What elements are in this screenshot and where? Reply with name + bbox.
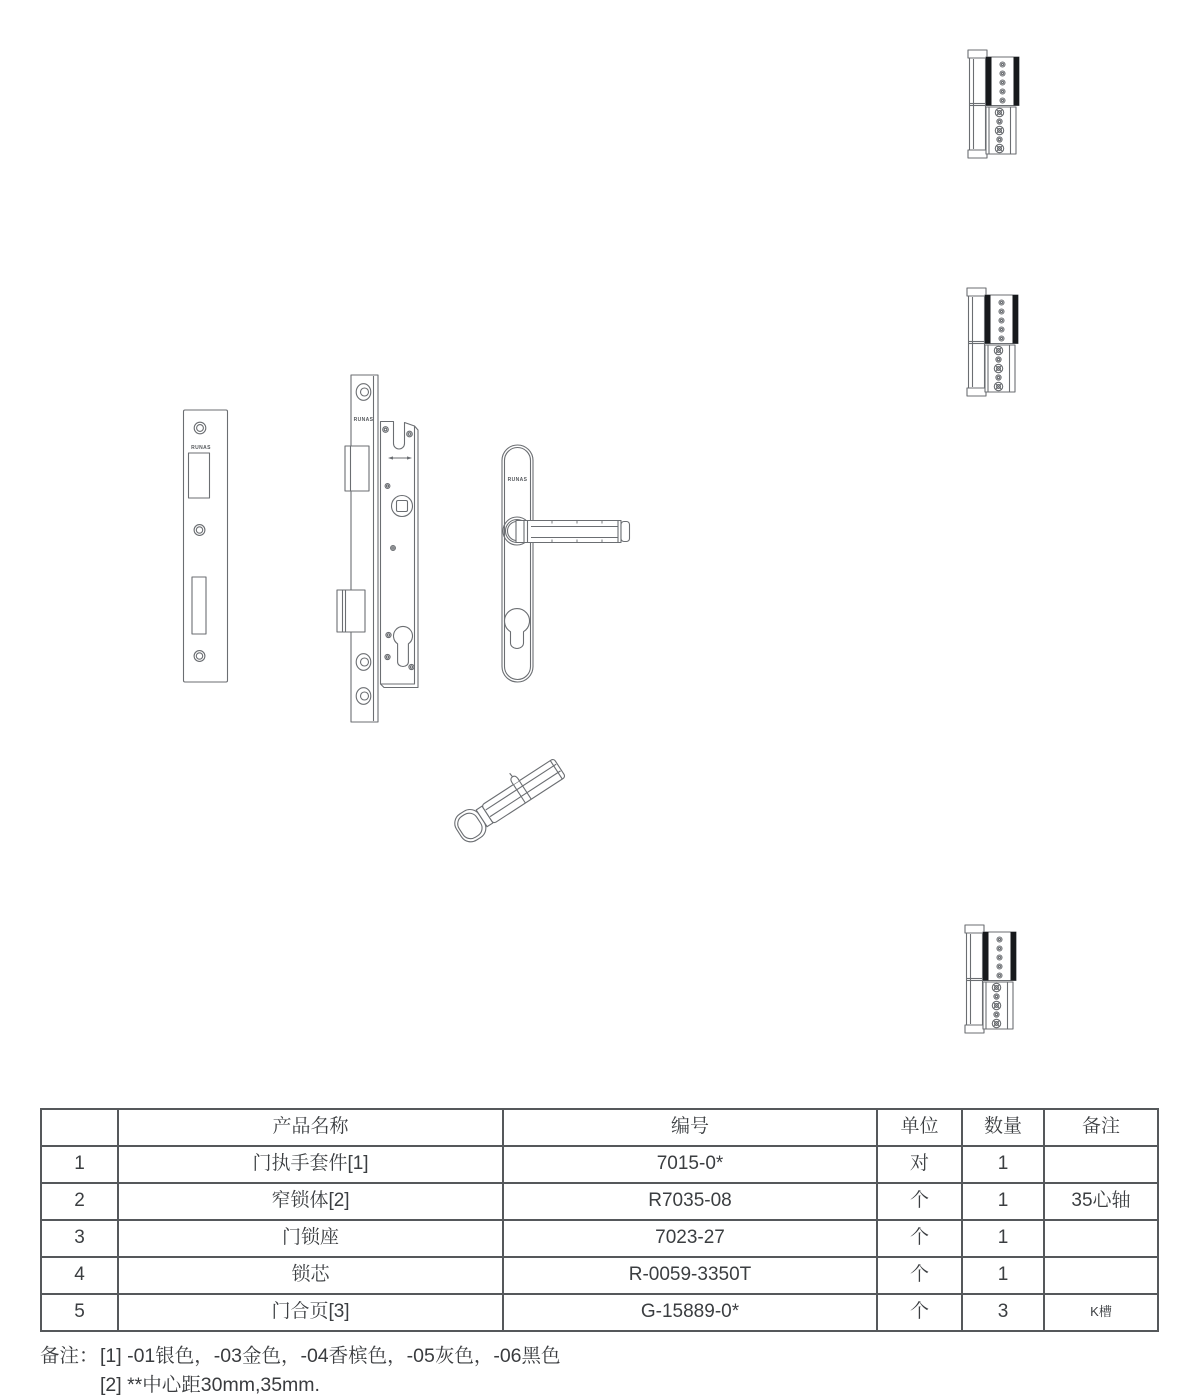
cell-quantity: 1 bbox=[962, 1146, 1044, 1183]
cell-quantity: 1 bbox=[962, 1220, 1044, 1257]
cell-unit: 个 bbox=[877, 1294, 962, 1331]
cell-index: 3 bbox=[41, 1220, 118, 1257]
table-header-row bbox=[41, 1109, 1158, 1146]
table-row bbox=[41, 1220, 1158, 1257]
cell-remark bbox=[1044, 1220, 1158, 1257]
cell-product-name: 门执手套件[1] bbox=[118, 1146, 503, 1183]
header-index bbox=[41, 1109, 118, 1146]
hinge-drawing-bottom bbox=[965, 925, 1016, 1033]
cell-part-number: 7023-27 bbox=[503, 1220, 877, 1257]
cell-unit: 个 bbox=[877, 1220, 962, 1257]
header-quantity: 数量 bbox=[962, 1109, 1044, 1146]
handle-set-drawing bbox=[502, 445, 630, 682]
hinge-drawing-top bbox=[968, 50, 1019, 158]
brand-text: RUNAS bbox=[507, 477, 528, 483]
cell-part-number: R7035-08 bbox=[503, 1183, 877, 1220]
cell-part-number: 7015-0* bbox=[503, 1146, 877, 1183]
hinge-drawing-middle bbox=[967, 288, 1018, 396]
cell-product-name: 锁芯 bbox=[118, 1257, 503, 1294]
cell-unit: 个 bbox=[877, 1183, 962, 1220]
note-line-1: [1] -01银色，-03金色，-04香槟色，-05灰色，-06黑色 bbox=[100, 1345, 561, 1367]
header-unit: 单位 bbox=[877, 1109, 962, 1146]
cell-quantity: 1 bbox=[962, 1257, 1044, 1294]
note-line-2: [2] **中心距30mm,35mm. bbox=[100, 1374, 320, 1396]
cell-index: 4 bbox=[41, 1257, 118, 1294]
cell-part-number: G-15889-0* bbox=[503, 1294, 877, 1331]
table-row bbox=[41, 1146, 1158, 1183]
cell-product-name: 门锁座 bbox=[118, 1220, 503, 1257]
table-row bbox=[41, 1294, 1158, 1331]
cell-index: 1 bbox=[41, 1146, 118, 1183]
table-row bbox=[41, 1257, 1158, 1294]
cell-unit: 个 bbox=[877, 1257, 962, 1294]
brand-text: RUNAS bbox=[353, 417, 374, 423]
footnote-line bbox=[40, 1371, 561, 1400]
header-part-number: 编号 bbox=[503, 1109, 877, 1146]
footnotes bbox=[40, 1342, 561, 1400]
notes-label-spacer bbox=[40, 1371, 100, 1400]
header-product-name: 产品名称 bbox=[118, 1109, 503, 1146]
cell-part-number: R-0059-3350T bbox=[503, 1257, 877, 1294]
cell-unit: 对 bbox=[877, 1146, 962, 1183]
cell-product-name: 门合页[3] bbox=[118, 1294, 503, 1331]
cell-quantity: 3 bbox=[962, 1294, 1044, 1331]
cylinder-drawing bbox=[447, 749, 568, 846]
brand-text: RUNAS bbox=[191, 445, 211, 451]
lock-body-drawing bbox=[337, 375, 418, 722]
table-row bbox=[41, 1183, 1158, 1220]
notes-label: 备注： bbox=[40, 1345, 99, 1367]
cell-remark: K槽 bbox=[1044, 1294, 1158, 1331]
strike-plate-drawing bbox=[184, 410, 228, 682]
parts-table bbox=[40, 1108, 1159, 1332]
cell-index: 5 bbox=[41, 1294, 118, 1331]
cell-quantity: 1 bbox=[962, 1183, 1044, 1220]
cell-remark bbox=[1044, 1146, 1158, 1183]
cell-remark: 35心轴 bbox=[1044, 1183, 1158, 1220]
cell-index: 2 bbox=[41, 1183, 118, 1220]
cell-remark bbox=[1044, 1257, 1158, 1294]
footnote-line bbox=[40, 1342, 561, 1371]
cell-product-name: 窄锁体[2] bbox=[118, 1183, 503, 1220]
parts-table-section bbox=[40, 1108, 1159, 1332]
header-remark: 备注 bbox=[1044, 1109, 1158, 1146]
